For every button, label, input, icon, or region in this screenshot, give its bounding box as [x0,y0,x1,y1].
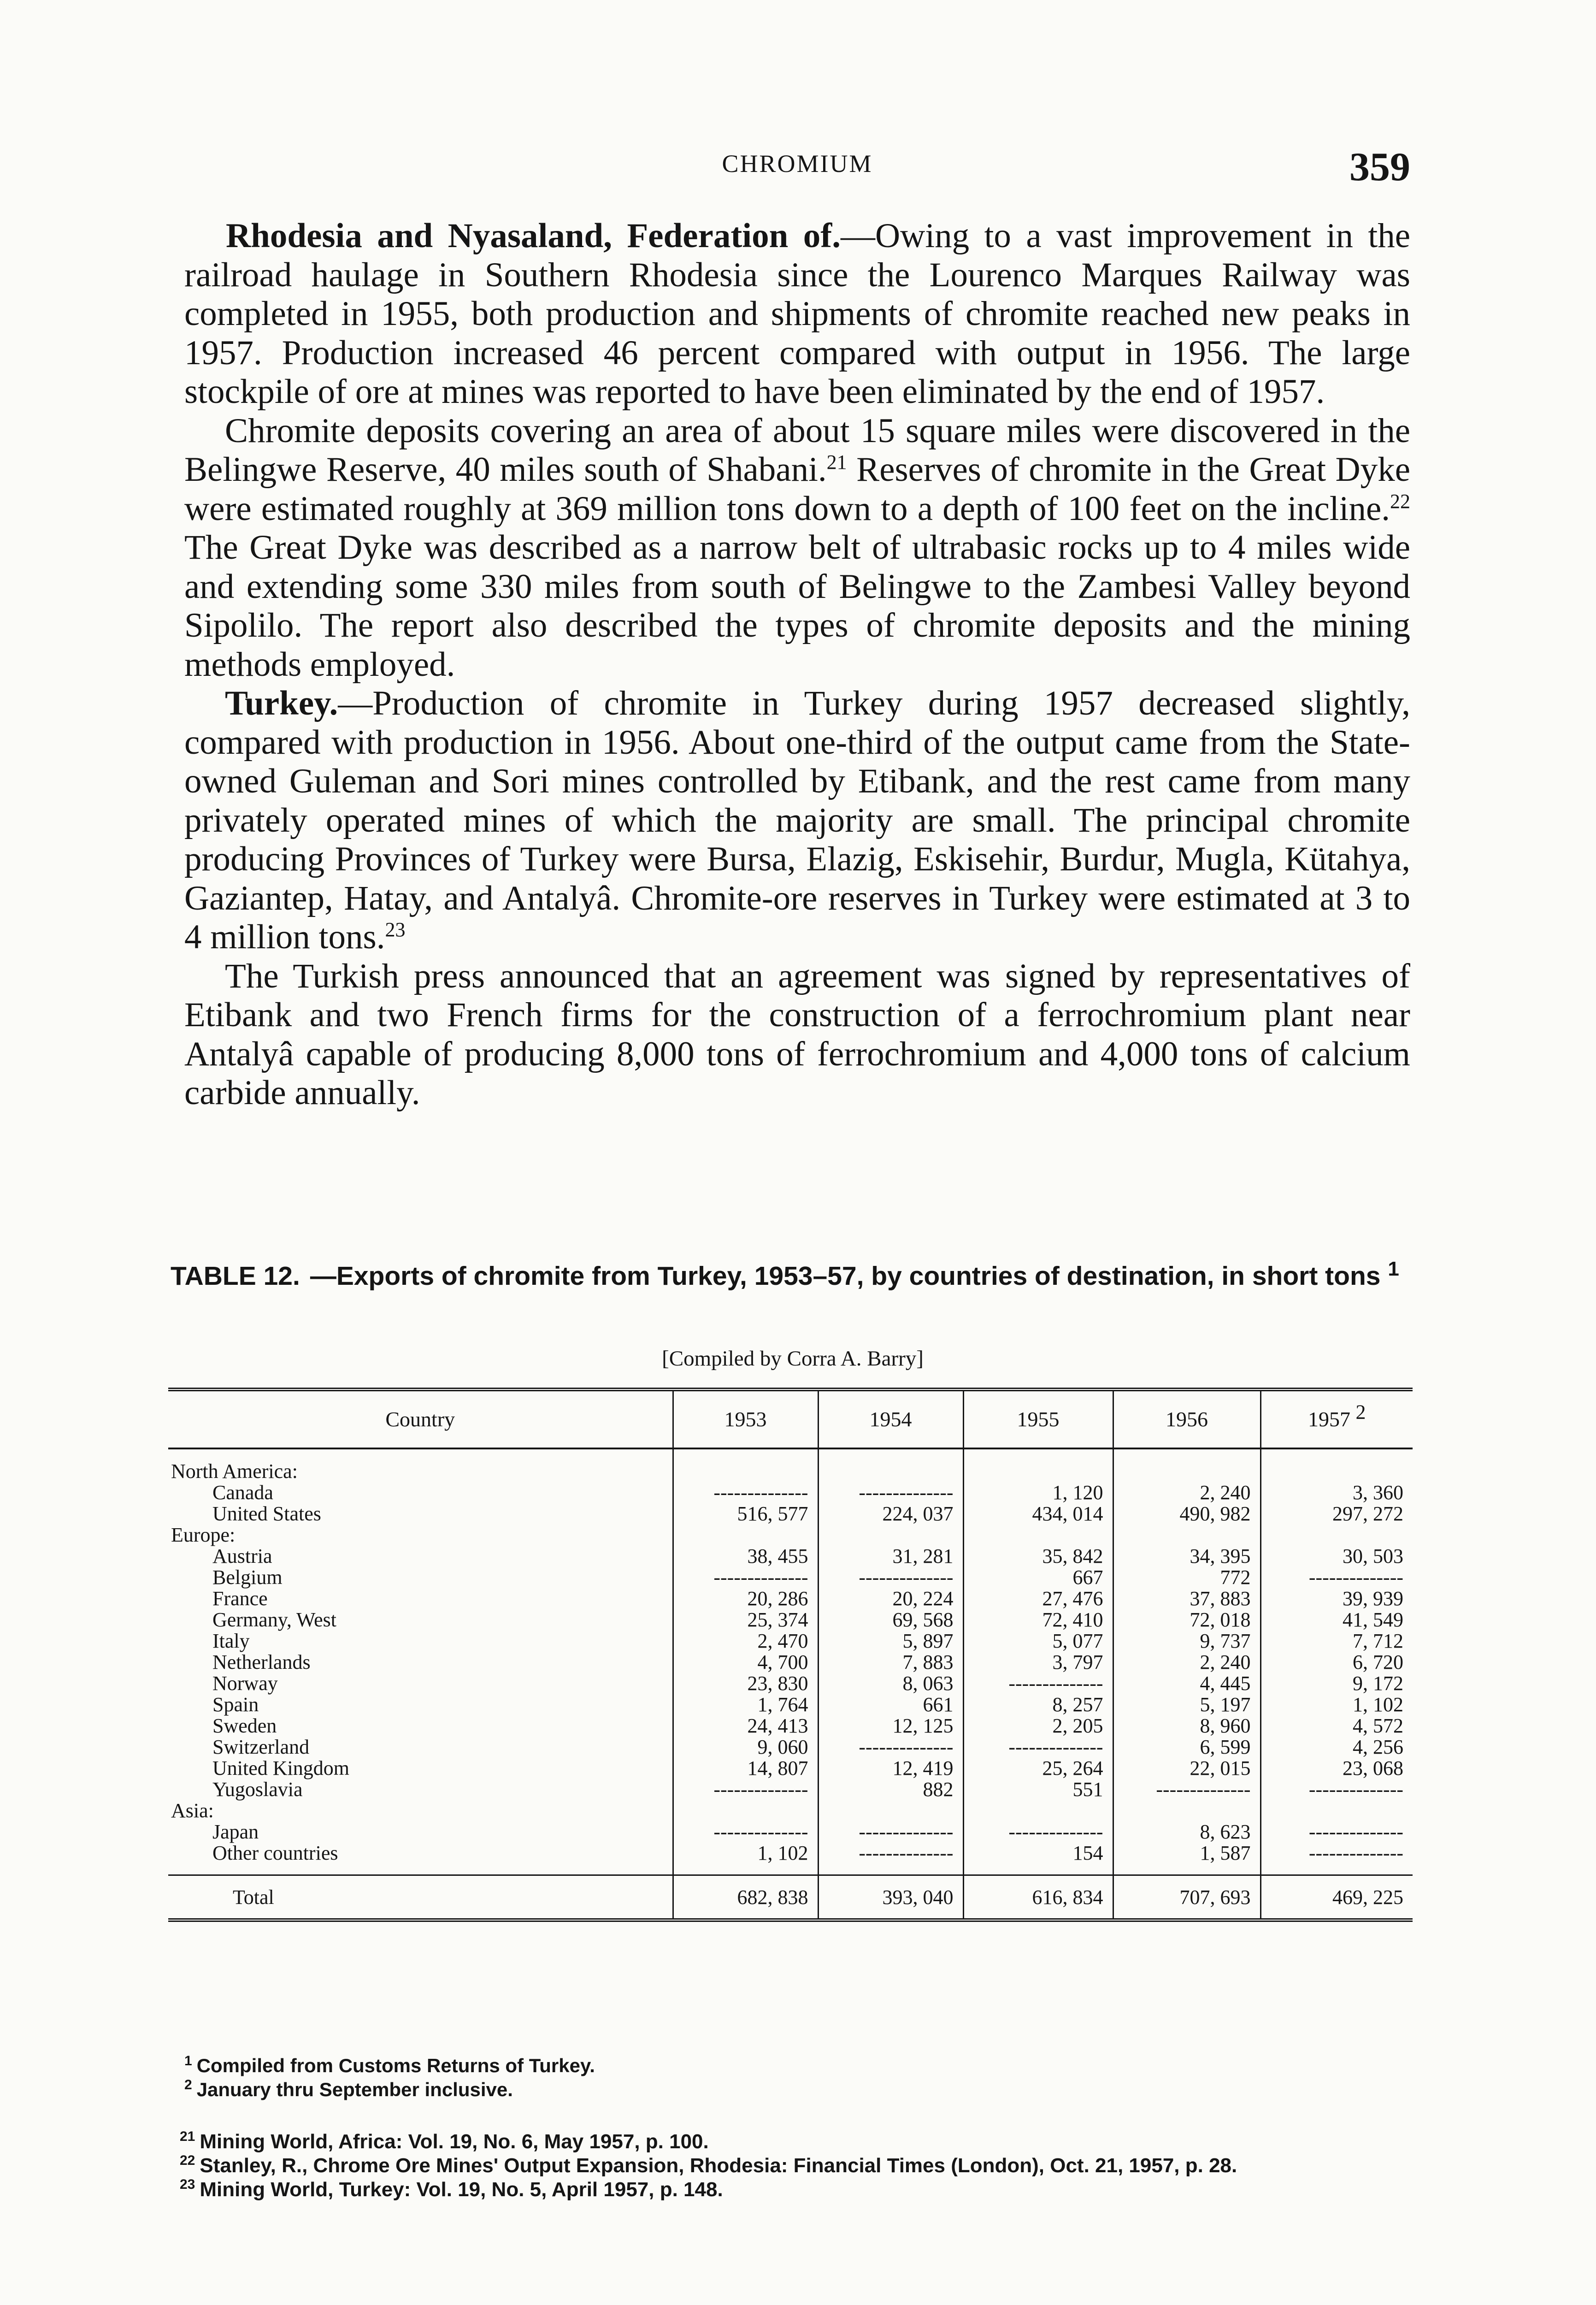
country-name: Other countries [212,1842,338,1864]
body-text [184,217,1410,1113]
table-caption-text: —Exports of chromite from Turkey, 1953–57, by countries of destination, in short tons [310,1261,1381,1291]
exports-table [168,1388,1413,1922]
table-note [184,2078,1410,2102]
cell-1954: 8, 063 [818,1673,963,1694]
cell-1956: 490, 982 [1113,1503,1260,1524]
cell-1955: -------------- [963,1673,1113,1694]
country-name: United States [212,1502,321,1525]
country-name: Yugoslavia [212,1778,303,1801]
footnote-text: Mining World, Africa: Vol. 19, No. 6, May 1957, p. 100. [200,2130,709,2153]
table-label: TABLE 12. [171,1261,300,1291]
table-row [168,1757,1413,1779]
country-name: United Kingdom [212,1757,349,1779]
cell-1956: -------------- [1113,1779,1260,1800]
rhodesia-heading: Rhodesia and Nyasaland, Federation of. [226,217,841,255]
total-row [168,1875,1413,1921]
cell-1953: 2, 470 [673,1630,818,1651]
cell-1953: 9, 060 [673,1736,818,1757]
cell-1953: 23, 830 [673,1673,818,1694]
cell-1954: -------------- [818,1821,963,1842]
total-1954: 393, 040 [818,1875,963,1921]
cell-1954: 224, 037 [818,1503,963,1524]
cell-1957: -------------- [1260,1566,1413,1588]
cell-1955 [963,1524,1113,1545]
cell-1956: 772 [1113,1566,1260,1588]
cell-1953: 516, 577 [673,1503,818,1524]
country-name: Norway [212,1672,278,1695]
rhodesia-text-2c: The Great Dyke was described as a narrow belt of ultrabasic rocks up to 4 miles wide and extending some 330 miles from south of Belingwe to the Zambesi Valley beyond Sipolilo. The report also described the types of chromite deposits and the mining methods employed. [184,528,1410,684]
cell-1955: 2, 205 [963,1715,1113,1736]
cell-1957: 41, 549 [1260,1609,1413,1630]
table-row [168,1673,1413,1694]
cell-1953: 38, 455 [673,1545,818,1566]
cell-1953 [673,1460,818,1482]
country-name: Germany, West [212,1608,336,1631]
cell-1954: 7, 883 [818,1651,963,1673]
country-name: Spain [212,1693,259,1716]
table-row [168,1842,1413,1863]
cell-1954: -------------- [818,1736,963,1757]
cell-1953: 1, 764 [673,1694,818,1715]
footnote-ref-23: 23 [385,918,406,941]
cell-1953: -------------- [673,1482,818,1503]
table-row [168,1503,1413,1524]
table-body [168,1448,1413,1920]
cell-1956: 8, 623 [1113,1821,1260,1842]
cell-1956: 4, 445 [1113,1673,1260,1694]
cell-1955: 27, 476 [963,1588,1113,1609]
cell-1957: 23, 068 [1260,1757,1413,1779]
table-row [168,1694,1413,1715]
cell-1953: 1, 102 [673,1842,818,1863]
footnote-text: Mining World, Turkey: Vol. 19, No. 5, April 1957, p. 148. [200,2178,723,2201]
footnote-num: 21 [180,2129,195,2145]
column-header-1954: 1954 [818,1389,963,1448]
cell-1955: 551 [963,1779,1113,1800]
table-row [168,1736,1413,1757]
footnote-num: 23 [180,2177,195,2193]
table-row [168,1566,1413,1588]
cell-1956: 2, 240 [1113,1651,1260,1673]
table-note-text: January thru September inclusive. [196,2079,513,2100]
cell-1957: 297, 272 [1260,1503,1413,1524]
footnote-ref-22: 22 [1390,490,1410,513]
rhodesia-text-2b: Reserves of chromite in the Great Dyke were estimated roughly at 369 million tons down to a depth of 100 feet on the incline. [184,450,1410,528]
country-name: Austria [212,1545,272,1567]
country-name: Belgium [212,1566,283,1589]
cell-1955: 72, 410 [963,1609,1113,1630]
table-header-row [168,1389,1413,1448]
cell-1953 [673,1800,818,1821]
cell-1956: 34, 395 [1113,1545,1260,1566]
table-row [168,1715,1413,1736]
cell-1954 [818,1800,963,1821]
cell-1953: -------------- [673,1566,818,1588]
cell-1954 [818,1460,963,1482]
table-row [168,1779,1413,1800]
table-note-text: Compiled from Customs Returns of Turkey. [196,2055,595,2076]
cell-1957: -------------- [1260,1779,1413,1800]
cell-1955: 1, 120 [963,1482,1113,1503]
table-group-row [168,1460,1413,1482]
country-name: Italy [212,1630,250,1652]
table-note-num: 1 [184,2053,192,2069]
cell-1957 [1260,1460,1413,1482]
cell-1955: 434, 014 [963,1503,1113,1524]
cell-1954: -------------- [818,1482,963,1503]
footnote-text: Stanley, R., Chrome Ore Mines' Output Expansion, Rhodesia: Financial Times (London), Oct. 21, 1957, p. 28. [200,2154,1237,2177]
turkey-heading: Turkey. [225,684,338,722]
table-row [168,1821,1413,1842]
country-name: France [212,1587,268,1610]
country-name: Sweden [212,1714,277,1737]
country-name: Japan [212,1820,259,1843]
cell-1955: -------------- [963,1736,1113,1757]
cell-1954: 69, 568 [818,1609,963,1630]
cell-1954: 5, 897 [818,1630,963,1651]
cell-1956: 72, 018 [1113,1609,1260,1630]
cell-1957: 39, 939 [1260,1588,1413,1609]
cell-1954: -------------- [818,1566,963,1588]
page-number: 359 [1349,145,1410,189]
turkey-paragraph-2 [184,957,1410,1113]
table-note [184,2054,1410,2078]
cell-1953: 20, 286 [673,1588,818,1609]
table-row [168,1588,1413,1609]
cell-1955: 8, 257 [963,1694,1113,1715]
region-label: Europe: [171,1524,236,1546]
column-header-country: Country [168,1389,673,1448]
turkey-paragraph-1 [184,684,1410,957]
cell-1953: -------------- [673,1779,818,1800]
cell-1957: 30, 503 [1260,1545,1413,1566]
table-caption [171,1258,1415,1291]
cell-1955: 154 [963,1842,1113,1863]
cell-1954 [818,1524,963,1545]
cell-1957 [1260,1800,1413,1821]
cell-1957: 6, 720 [1260,1651,1413,1673]
cell-1955: 3, 797 [963,1651,1113,1673]
cell-1954: 31, 281 [818,1545,963,1566]
table-row [168,1630,1413,1651]
cell-1956 [1113,1524,1260,1545]
running-head [184,144,1410,195]
running-title: CHROMIUM [722,150,873,177]
cell-1954: -------------- [818,1842,963,1863]
cell-1957: -------------- [1260,1842,1413,1863]
cell-1954: 882 [818,1779,963,1800]
cell-1955 [963,1800,1113,1821]
column-header-1955: 1955 [963,1389,1113,1448]
cell-1953: 25, 374 [673,1609,818,1630]
footnotes [166,2130,1410,2202]
column-header-1957-label: 1957 [1308,1407,1350,1431]
cell-1953: 4, 700 [673,1651,818,1673]
cell-1957 [1260,1524,1413,1545]
table-row [168,1545,1413,1566]
cell-1956: 22, 015 [1113,1757,1260,1779]
cell-1956 [1113,1460,1260,1482]
cell-1957: -------------- [1260,1821,1413,1842]
turkey-text-1: —Production of chromite in Turkey during 1957 decreased slightly, compared with production in 1956. About one-third of the output came from the State-owned Guleman and Sori mines controlled by Etibank, and the rest came from many privately operated mines of which the majority are small. The principal chromite producing Provinces of Turkey were Bursa, Elazig, Eskisehir, Burdur, Mugla, Kütahya, Gaziantep, Hatay, and Antalyâ. Chromite-ore reserves in Turkey were estimated at 3 to 4 million tons. [184,684,1410,956]
country-name: Canada [212,1481,273,1504]
table-spacer-row [168,1863,1413,1875]
table-caption-ref: 1 [1388,1258,1399,1280]
country-name: Switzerland [212,1736,310,1758]
cell-1957: 7, 712 [1260,1630,1413,1651]
footnote-ref-21: 21 [826,451,847,473]
compiled-by-note: [Compiled by Corra A. Barry] [662,1347,924,1371]
total-1956: 707, 693 [1113,1875,1260,1921]
region-label: North America: [171,1460,298,1483]
total-1957: 469, 225 [1260,1875,1413,1921]
rhodesia-text-2a: Chromite deposits covering an area of about 15 square miles were discovered in the Belingwe Reserve, 40 miles south of Shabani. [184,411,1410,489]
total-label: Total [168,1875,673,1921]
cell-1953: 14, 807 [673,1757,818,1779]
column-1957-ref: 2 [1355,1401,1366,1424]
table-group-row [168,1524,1413,1545]
cell-1953 [673,1524,818,1545]
cell-1956: 1, 587 [1113,1842,1260,1863]
footnote [166,2154,1410,2178]
table-note-num: 2 [184,2077,192,2092]
country-name: Netherlands [212,1651,311,1673]
cell-1956: 8, 960 [1113,1715,1260,1736]
table-group-row [168,1800,1413,1821]
cell-1953: 24, 413 [673,1715,818,1736]
total-1955: 616, 834 [963,1875,1113,1921]
table-row [168,1651,1413,1673]
table-row [168,1482,1413,1503]
cell-1954: 12, 125 [818,1715,963,1736]
cell-1956: 37, 883 [1113,1588,1260,1609]
column-header-1957 [1260,1389,1413,1448]
footnote-num: 22 [180,2153,195,2169]
cell-1957: 4, 256 [1260,1736,1413,1757]
footnote [166,2130,1410,2154]
column-header-1953: 1953 [673,1389,818,1448]
cell-1957: 4, 572 [1260,1715,1413,1736]
cell-1954: 661 [818,1694,963,1715]
cell-1956: 5, 197 [1113,1694,1260,1715]
cell-1957: 9, 172 [1260,1673,1413,1694]
cell-1955 [963,1460,1113,1482]
cell-1954: 12, 419 [818,1757,963,1779]
column-header-1956: 1956 [1113,1389,1260,1448]
table-row [168,1609,1413,1630]
rhodesia-paragraph-1 [184,217,1410,412]
turkey-text-2: The Turkish press announced that an agreement was signed by representatives of Etibank and two French firms for the construction of a ferrochromium plant near Antalyâ capable of producing 8,000 tons of ferrochromium and 4,000 tons of calcium carbide annually. [184,957,1410,1112]
table-notes [184,2054,1410,2102]
cell-1955: 35, 842 [963,1545,1113,1566]
cell-1956 [1113,1800,1260,1821]
cell-1953: -------------- [673,1821,818,1842]
cell-1955: 5, 077 [963,1630,1113,1651]
exports-table-wrap [168,1388,1413,1922]
cell-1957: 3, 360 [1260,1482,1413,1503]
cell-1957: 1, 102 [1260,1694,1413,1715]
cell-1955: -------------- [963,1821,1113,1842]
rhodesia-text-1: —Owing to a vast improvement in the railroad haulage in Southern Rhodesia since the Lourenco Marques Railway was completed in 1955, both production and shipments of chromite reached new peaks in 1957. Production increased 46 percent compared with output in 1956. The large stockpile of ore at mines was reported to have been eliminated by the end of 1957. [184,217,1411,411]
cell-1955: 667 [963,1566,1113,1588]
footnote [166,2178,1410,2202]
cell-1956: 2, 240 [1113,1482,1260,1503]
cell-1956: 9, 737 [1113,1630,1260,1651]
cell-1956: 6, 599 [1113,1736,1260,1757]
cell-1955: 25, 264 [963,1757,1113,1779]
rhodesia-paragraph-2 [184,412,1410,685]
region-label: Asia: [171,1799,214,1822]
table-spacer-row [168,1448,1413,1460]
total-1953: 682, 838 [673,1875,818,1921]
cell-1954: 20, 224 [818,1588,963,1609]
